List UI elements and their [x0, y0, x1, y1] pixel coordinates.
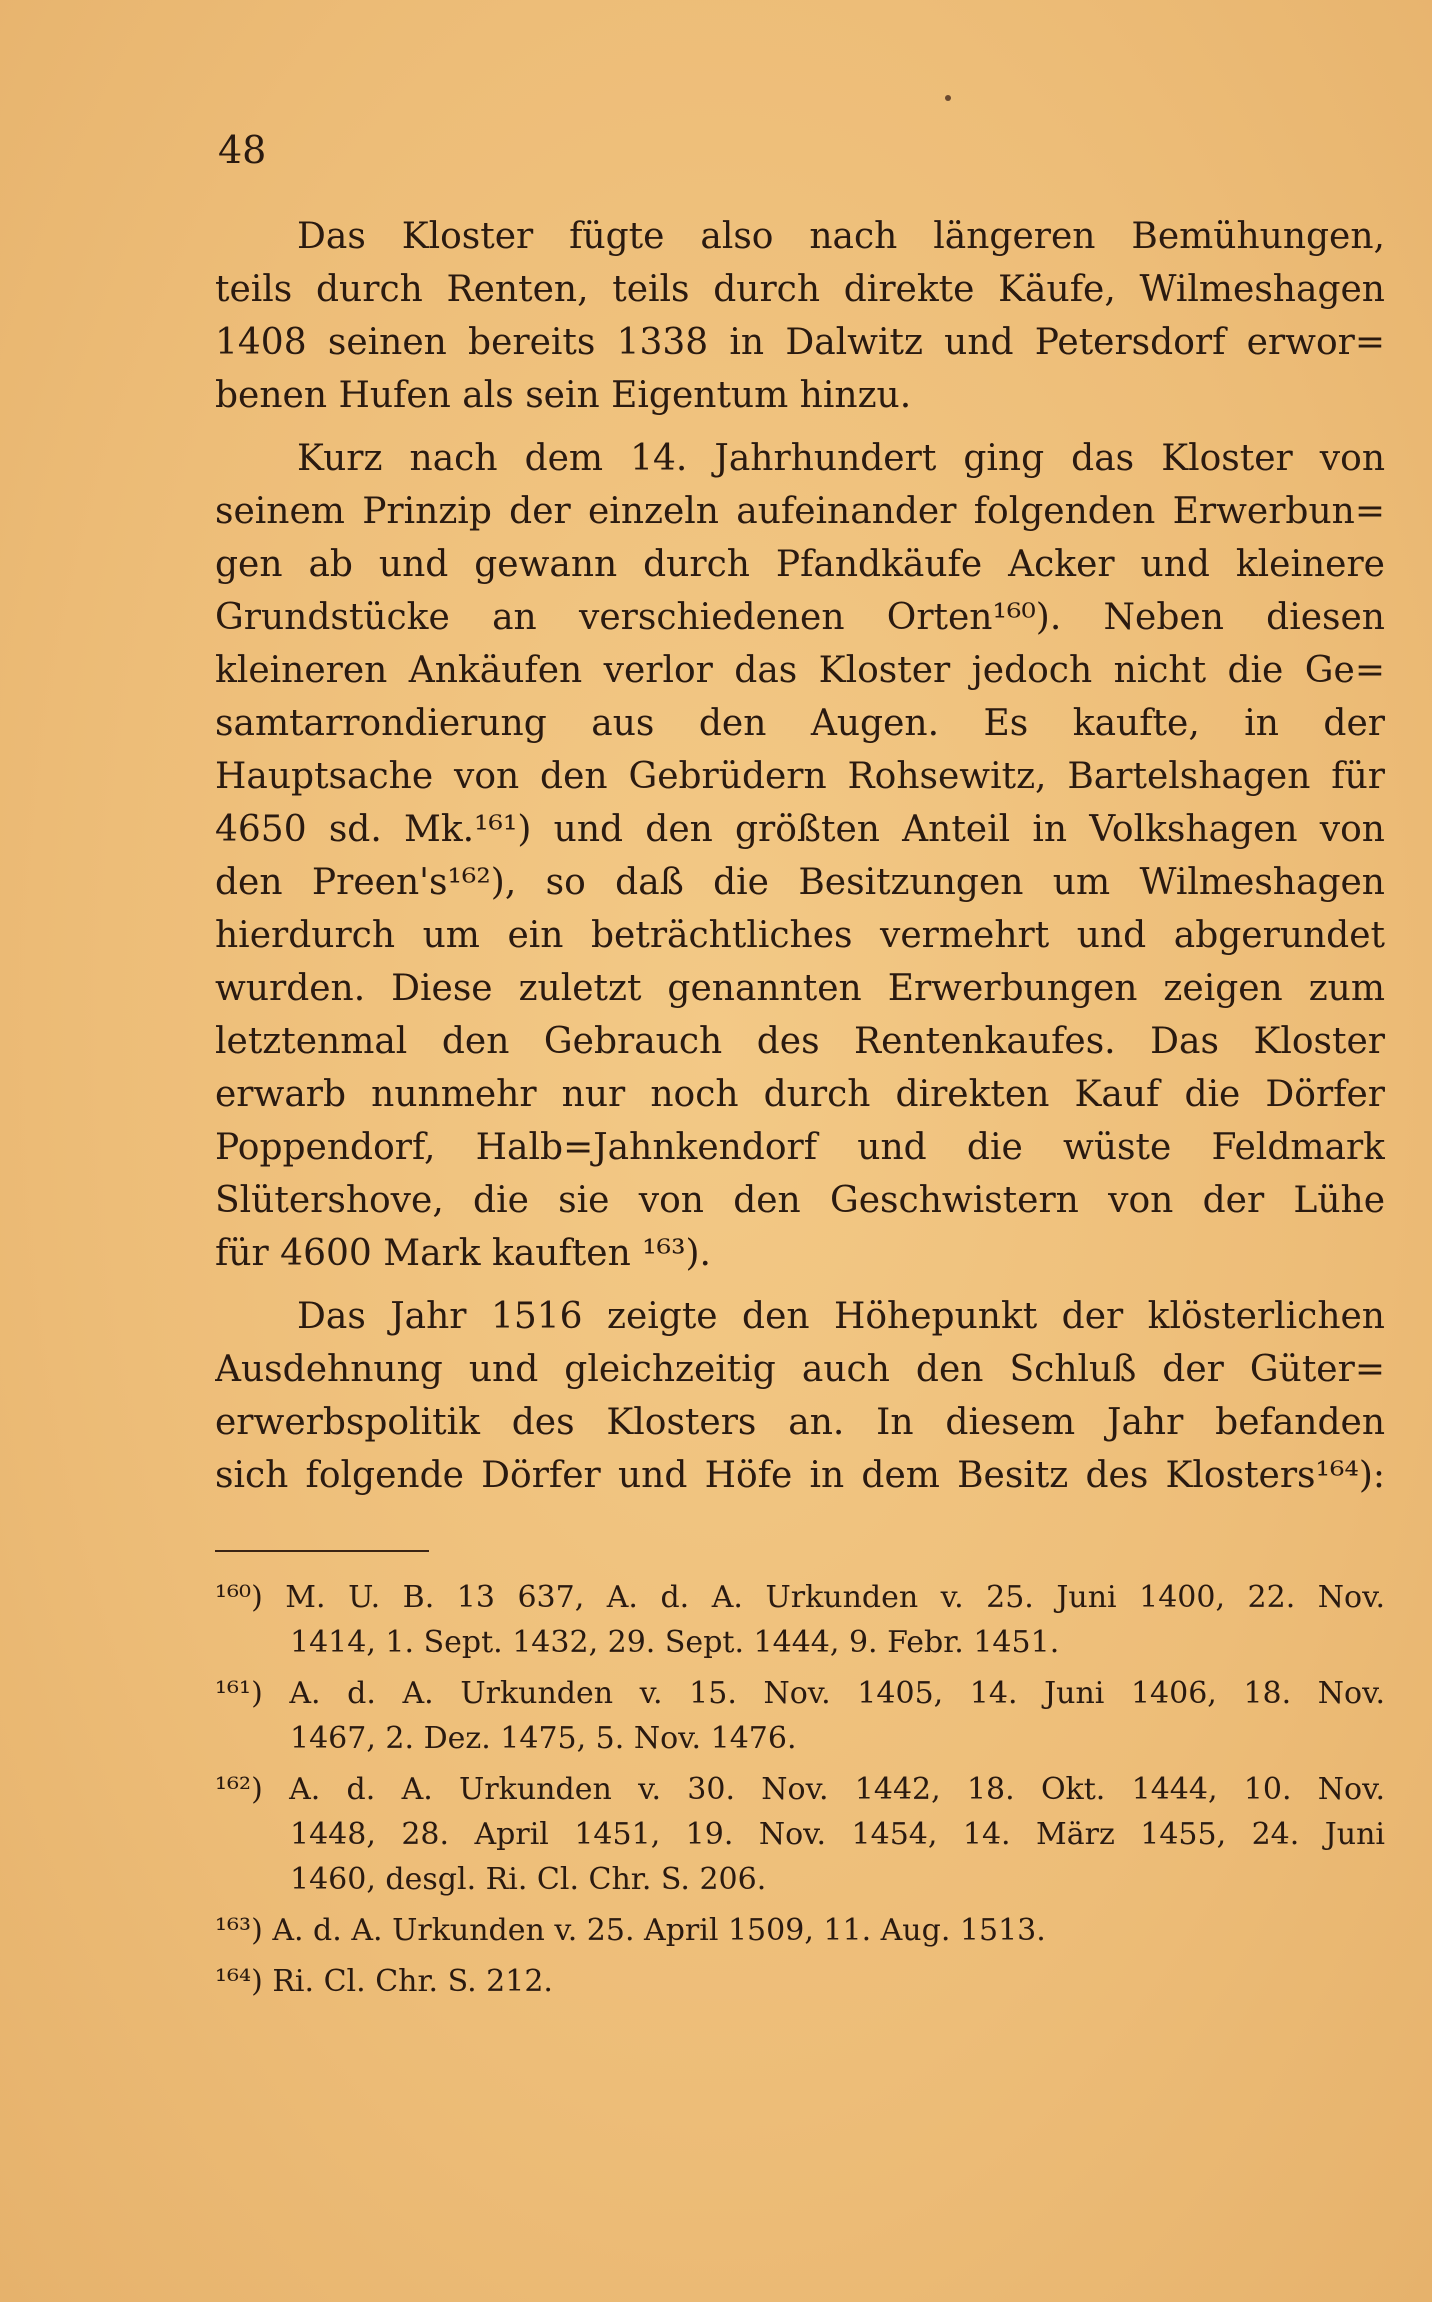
text-line: Ausdehnung und gleichzeitig auch den Schluß der Güter= [215, 1349, 1385, 1390]
footnote-line: ¹⁶⁴) Ri. Cl. Chr. S. 212. [215, 1964, 553, 1999]
body-text [215, 210, 1385, 1502]
text-line: Grundstücke an verschiedenen Orten¹⁶⁰). Neben diesen [215, 597, 1385, 638]
page-speck [945, 95, 951, 101]
text-line: für 4600 Mark kauften ¹⁶³). [215, 1233, 711, 1274]
text-line: samtarrondierung aus den Augen. Es kaufte, in der [215, 703, 1385, 744]
footnote-line: 1414, 1. Sept. 1432, 29. Sept. 1444, 9. Febr. 1451. [290, 1625, 1060, 1660]
text-line: teils durch Renten, teils durch direkte Käufe, Wilmeshagen [215, 269, 1385, 310]
text-line: Poppendorf, Halb=Jahnkendorf und die wüste Feldmark [215, 1127, 1385, 1168]
text-line: erwarb nunmehr nur noch durch direkten Kauf die Dörfer [215, 1074, 1385, 1115]
text-line: Hauptsache von den Gebrüdern Rohsewitz, Bartelshagen für [215, 756, 1385, 797]
text-line: Das Jahr 1516 zeigte den Höhepunkt der klösterlichen [297, 1296, 1385, 1337]
text-line: den Preen's¹⁶²), so daß die Besitzungen um Wilmeshagen [215, 862, 1385, 903]
footnote-line: ¹⁶⁰) M. U. B. 13 637, A. d. A. Urkunden v. 25. Juni 1400, 22. Nov. [215, 1580, 1385, 1615]
text-line: wurden. Diese zuletzt genannten Erwerbungen zeigen zum [215, 968, 1385, 1009]
text-line: kleineren Ankäufen verlor das Kloster jedoch nicht die Ge= [215, 650, 1385, 691]
footnote-line: 1467, 2. Dez. 1475, 5. Nov. 1476. [290, 1721, 797, 1756]
footnote-160 [215, 1575, 1385, 1665]
footnote-161 [215, 1671, 1385, 1761]
footnote-line: 1460, desgl. Ri. Cl. Chr. S. 206. [290, 1862, 767, 1897]
footnote-164 [215, 1959, 1385, 2004]
text-line: letztenmal den Gebrauch des Rentenkaufes. Das Kloster [215, 1021, 1385, 1062]
text-line: erwerbspolitik des Klosters an. In diesem Jahr befanden [215, 1402, 1385, 1443]
footnote-line: ¹⁶¹) A. d. A. Urkunden v. 15. Nov. 1405, 14. Juni 1406, 18. Nov. [215, 1676, 1385, 1711]
paragraph-3 [215, 1290, 1385, 1502]
footnote-line: ¹⁶²) A. d. A. Urkunden v. 30. Nov. 1442, 18. Okt. 1444, 10. Nov. [215, 1772, 1385, 1807]
footnote-divider [215, 1550, 429, 1552]
text-line: sich folgende Dörfer und Höfe in dem Besitz des Klosters¹⁶⁴): [215, 1455, 1385, 1496]
footnote-line: 1448, 28. April 1451, 19. Nov. 1454, 14. März 1455, 24. Juni [290, 1817, 1385, 1852]
text-line: gen ab und gewann durch Pfandkäufe Acker und kleinere [215, 544, 1385, 585]
text-line: seinem Prinzip der einzeln aufeinander folgenden Erwerbun= [215, 491, 1385, 532]
text-line: hierdurch um ein beträchtliches vermehrt und abgerundet [215, 915, 1385, 956]
footnotes [215, 1575, 1385, 2004]
footnote-line: ¹⁶³) A. d. A. Urkunden v. 25. April 1509, 11. Aug. 1513. [215, 1913, 1046, 1948]
text-line: Das Kloster fügte also nach längeren Bemühungen, [297, 216, 1385, 257]
text-line: 1408 seinen bereits 1338 in Dalwitz und Petersdorf erwor= [215, 322, 1385, 363]
page-number: 48 [218, 128, 267, 172]
text-line: 4650 sd. Mk.¹⁶¹) und den größten Anteil in Volkshagen von [215, 809, 1385, 850]
paragraph-2 [215, 432, 1385, 1280]
footnote-162 [215, 1767, 1385, 1902]
text-line: Slütershove, die sie von den Geschwistern von der Lühe [215, 1180, 1385, 1221]
text-line: benen Hufen als sein Eigentum hinzu. [215, 375, 912, 416]
text-line: Kurz nach dem 14. Jahrhundert ging das Kloster von [297, 438, 1385, 479]
footnote-163 [215, 1908, 1385, 1953]
paragraph-1 [215, 210, 1385, 422]
